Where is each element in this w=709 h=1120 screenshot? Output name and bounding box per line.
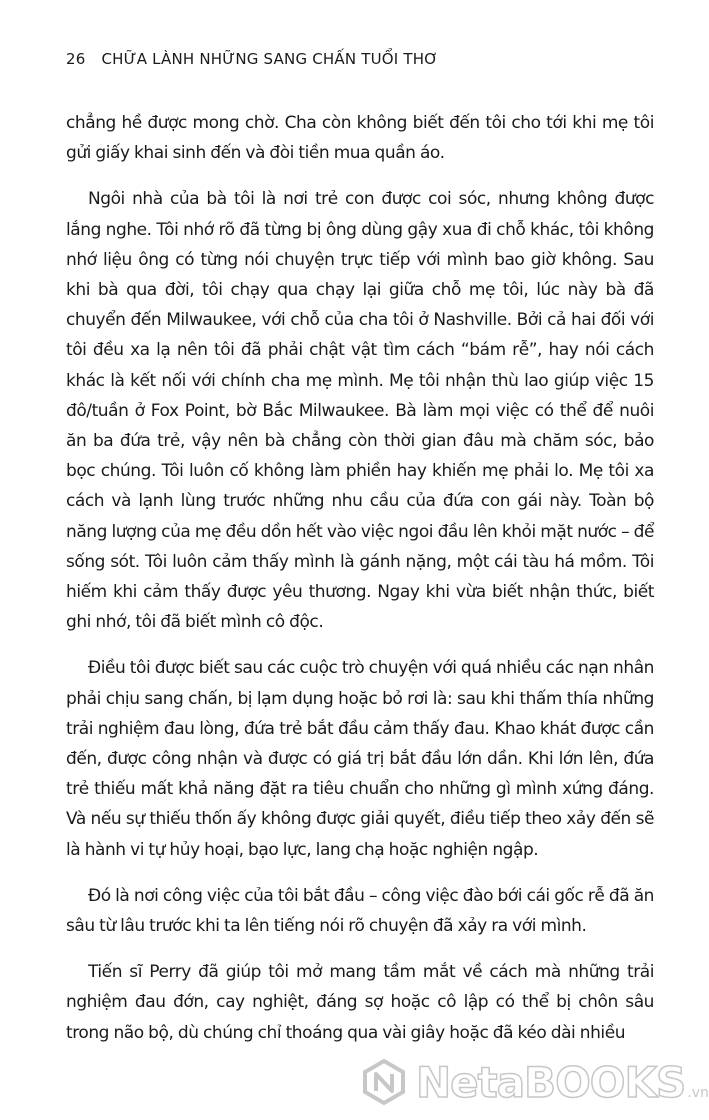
book-title: CHỮA LÀNH NHỮNG SANG CHẤN TUỔI THƠ [101, 50, 439, 68]
paragraph: Ngôi nhà của bà tôi là nơi trẻ con được coi sóc, nhưng không được lắng nghe. Tôi nhớ rõ đã từng bị ông dùng gậy xua đi chỗ khác, tôi không nhớ liệu ông có từng nói chuyện trực tiếp với mình bao giờ không. Sau khi bà qua đời, tôi chạy qua chạy lại giữa chỗ mẹ tôi, lúc này bà đã chuyển đến Milwaukee, với chỗ của cha tôi ở Nashville. Bởi cả hai đối với tôi đều xa lạ nên tôi đã phải chật vật tìm cách “bám rễ”, hay nói cách khác là kết nối với chính cha mẹ mình. Mẹ tôi nhận thù lao giúp việc 15 đô/tuần ở Fox Point, bờ Bắc Milwaukee. Bà làm mọi việc có thể để nuôi ăn ba đứa trẻ, vậy nên bà chẳng còn thời gian đâu mà chăm sóc, bảo bọc chúng. Tôi luôn cố không làm phiền hay khiến mẹ phải lo. Mẹ tôi xa cách và lạnh lùng trước những nhu cầu của đứa con gái này. Toàn bộ năng lượng của mẹ đều dồn hết vào việc ngoi đầu lên khỏi mặt nước – để sống sót. Tôi luôn cảm thấy mình là gánh nặng, một cái tàu há mồm. Tôi hiếm khi cảm thấy được yêu thương. Ngay khi vừa biết nhận thức, biết ghi nhớ, tôi đã biết mình cô độc. [66, 189, 654, 633]
paragraph: Điều tôi được biết sau các cuộc trò chuyện với quá nhiều các nạn nhân phải chịu sang chấn, bị lạm dụng hoặc bỏ rơi là: sau khi thấm thía những trải nghiệm đau lòng, đứa trẻ bắt đầu cảm thấy đau. Khao khát được cần đến, được công nhận và được có giá trị bắt đầu lớn dần. Khi lớn lên, đứa trẻ thiếu mất khả năng đặt ra tiêu chuẩn cho những gì mình xứng đáng. Và nếu sự thiếu thốn ấy không được giải quyết, điều tiếp theo xảy đến sẽ là hành vi tự hủy hoại, bạo lực, lang chạ hoặc nghiện ngập. [66, 658, 654, 860]
body-text [66, 108, 654, 1064]
watermark [360, 1052, 709, 1112]
watermark-brand: NetaBOOKS .vn [416, 1057, 709, 1107]
paragraph: Đó là nơi công việc của tôi bắt đầu – công việc đào bới cái gốc rễ đã ăn sâu từ lâu trước khi ta lên tiếng nói rõ chuyện đã xảy ra với mình. [66, 885, 654, 937]
running-header [66, 50, 438, 68]
watermark-tld: .vn [687, 1084, 709, 1101]
page-number: 26 [66, 50, 86, 68]
paragraph: Tiến sĩ Perry đã giúp tôi mở mang tầm mắt về cách mà những trải nghiệm đau đớn, cay nghiệt, đáng sợ hoặc cô lập có thể bị chôn sâu trong não bộ, dù chúng chỉ thoáng qua vài giây hoặc đã kéo dài nhiều [66, 962, 654, 1043]
netabooks-logo-icon [360, 1058, 408, 1106]
paragraph-continuation: chẳng hề được mong chờ. Cha còn không biết đến tôi cho tới khi mẹ tôi gửi giấy khai sinh đến và đòi tiền mua quần áo. [66, 113, 654, 164]
